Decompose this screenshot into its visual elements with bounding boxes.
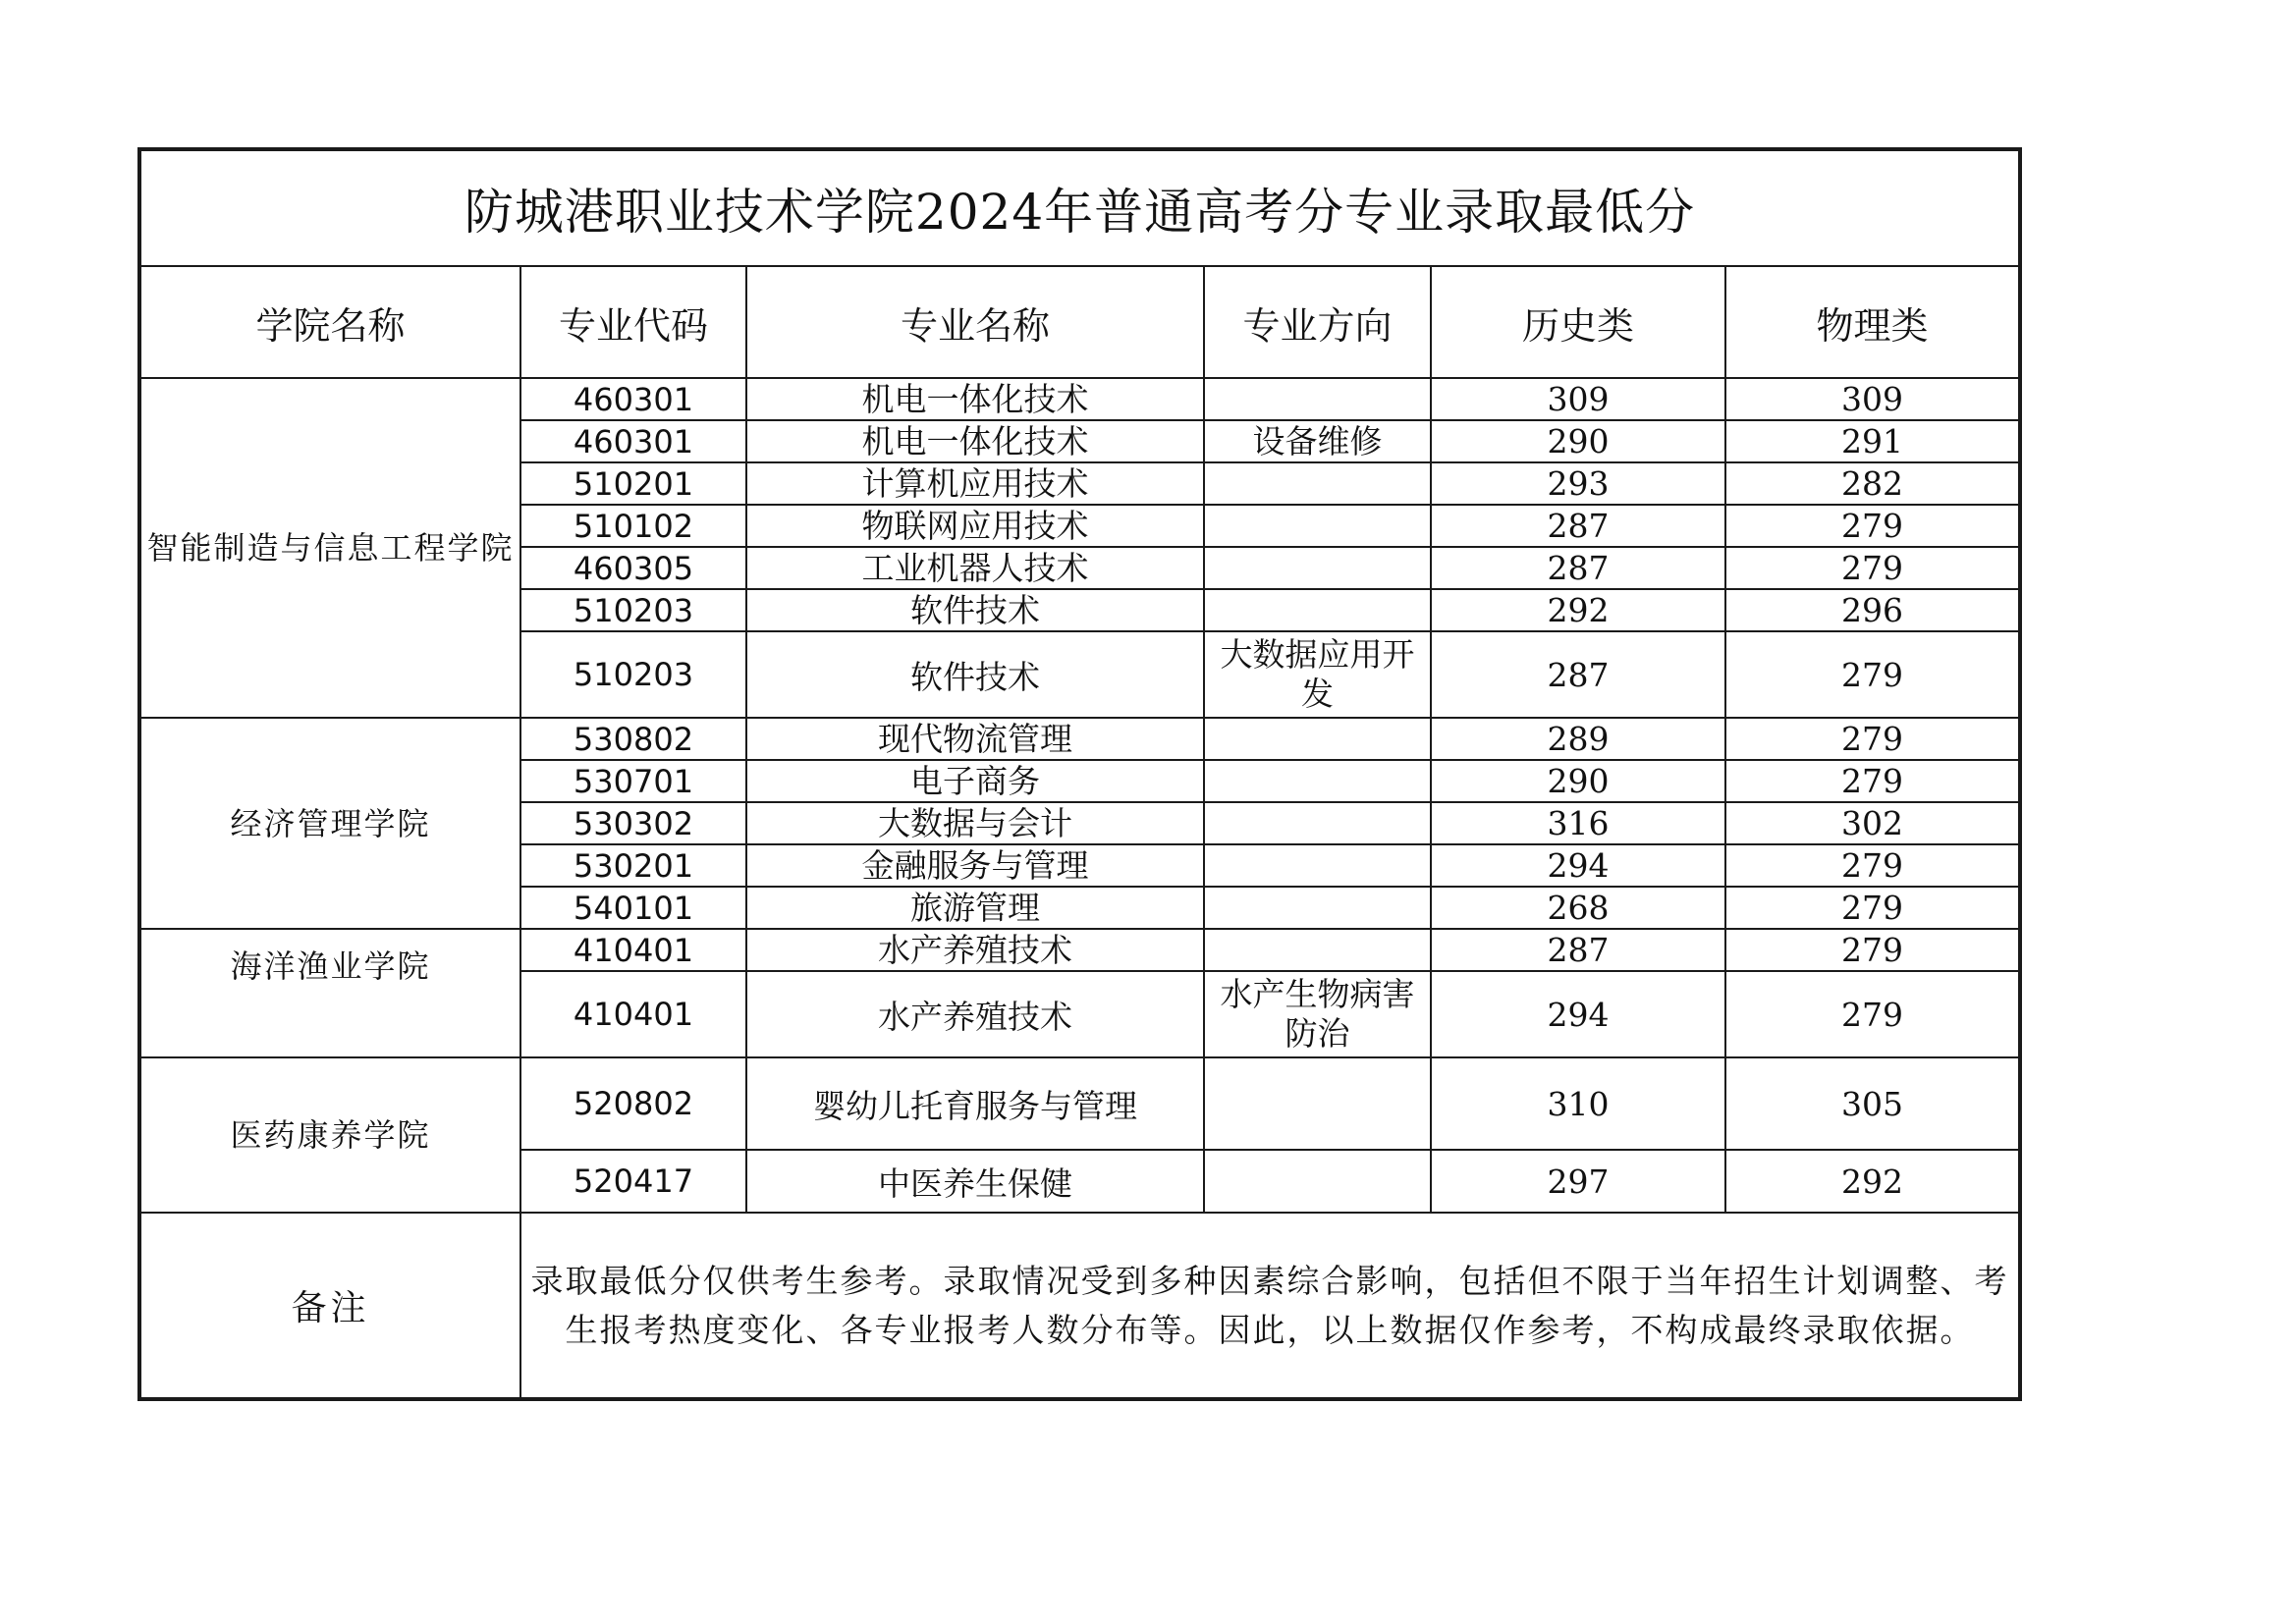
- direction-cell: [1204, 589, 1431, 631]
- code-cell: 460301: [520, 420, 746, 462]
- header-direction: 专业方向: [1204, 266, 1431, 378]
- major-cell: 机电一体化技术: [746, 420, 1204, 462]
- direction-cell: 水产生物病害防治: [1204, 971, 1431, 1057]
- college-cell: 医药康养学院: [139, 1057, 520, 1213]
- physics-score-cell: 279: [1725, 971, 2020, 1057]
- history-score-cell: 287: [1431, 929, 1725, 971]
- direction-cell: [1204, 1057, 1431, 1150]
- history-score-cell: 316: [1431, 802, 1725, 844]
- table-row: [139, 929, 2020, 971]
- major-cell: 水产养殖技术: [746, 929, 1204, 971]
- code-cell: 410401: [520, 929, 746, 971]
- code-cell: 540101: [520, 887, 746, 929]
- code-cell: 530201: [520, 844, 746, 887]
- physics-score-cell: 292: [1725, 1150, 2020, 1213]
- table-row: [139, 718, 2020, 760]
- history-score-cell: 290: [1431, 420, 1725, 462]
- history-score-cell: 293: [1431, 462, 1725, 505]
- direction-cell: [1204, 505, 1431, 547]
- history-score-cell: 287: [1431, 631, 1725, 718]
- code-cell: 510203: [520, 589, 746, 631]
- code-cell: 530701: [520, 760, 746, 802]
- physics-score-cell: 279: [1725, 547, 2020, 589]
- major-cell: 现代物流管理: [746, 718, 1204, 760]
- history-score-cell: 310: [1431, 1057, 1725, 1150]
- history-score-cell: 292: [1431, 589, 1725, 631]
- major-cell: 机电一体化技术: [746, 378, 1204, 420]
- history-score-cell: 297: [1431, 1150, 1725, 1213]
- physics-score-cell: 302: [1725, 802, 2020, 844]
- direction-cell: [1204, 1150, 1431, 1213]
- physics-score-cell: 305: [1725, 1057, 2020, 1150]
- admission-scores-table: [137, 147, 2022, 1401]
- major-cell: 水产养殖技术: [746, 971, 1204, 1057]
- history-score-cell: 294: [1431, 844, 1725, 887]
- code-cell: 510203: [520, 631, 746, 718]
- history-score-cell: 287: [1431, 547, 1725, 589]
- direction-cell: [1204, 718, 1431, 760]
- header-code: 专业代码: [520, 266, 746, 378]
- code-cell: 510201: [520, 462, 746, 505]
- code-cell: 530302: [520, 802, 746, 844]
- history-score-cell: 289: [1431, 718, 1725, 760]
- college-cell: 海洋渔业学院: [139, 929, 520, 1057]
- header-physics: 物理类: [1725, 266, 2020, 378]
- physics-score-cell: 279: [1725, 929, 2020, 971]
- major-cell: 婴幼儿托育服务与管理: [746, 1057, 1204, 1150]
- physics-score-cell: 309: [1725, 378, 2020, 420]
- history-score-cell: 290: [1431, 760, 1725, 802]
- table-row: [139, 378, 2020, 420]
- direction-cell: [1204, 462, 1431, 505]
- code-cell: 410401: [520, 971, 746, 1057]
- header-row: [139, 266, 2020, 378]
- physics-score-cell: 279: [1725, 505, 2020, 547]
- physics-score-cell: 279: [1725, 887, 2020, 929]
- code-cell: 520802: [520, 1057, 746, 1150]
- code-cell: 460305: [520, 547, 746, 589]
- major-cell: 工业机器人技术: [746, 547, 1204, 589]
- physics-score-cell: 279: [1725, 760, 2020, 802]
- major-cell: 物联网应用技术: [746, 505, 1204, 547]
- code-cell: 510102: [520, 505, 746, 547]
- direction-cell: [1204, 378, 1431, 420]
- major-cell: 电子商务: [746, 760, 1204, 802]
- direction-cell: [1204, 887, 1431, 929]
- direction-cell: [1204, 547, 1431, 589]
- header-major: 专业名称: [746, 266, 1204, 378]
- history-score-cell: 309: [1431, 378, 1725, 420]
- physics-score-cell: 282: [1725, 462, 2020, 505]
- major-cell: 旅游管理: [746, 887, 1204, 929]
- direction-cell: [1204, 929, 1431, 971]
- code-cell: 460301: [520, 378, 746, 420]
- major-cell: 软件技术: [746, 631, 1204, 718]
- major-cell: 计算机应用技术: [746, 462, 1204, 505]
- header-history: 历史类: [1431, 266, 1725, 378]
- major-cell: 中医养生保健: [746, 1150, 1204, 1213]
- direction-cell: [1204, 844, 1431, 887]
- history-score-cell: 268: [1431, 887, 1725, 929]
- history-score-cell: 287: [1431, 505, 1725, 547]
- physics-score-cell: 296: [1725, 589, 2020, 631]
- header-college: 学院名称: [139, 266, 520, 378]
- major-cell: 金融服务与管理: [746, 844, 1204, 887]
- history-score-cell: 294: [1431, 971, 1725, 1057]
- table-row: [139, 1057, 2020, 1150]
- major-cell: 软件技术: [746, 589, 1204, 631]
- code-cell: 520417: [520, 1150, 746, 1213]
- note-text: 录取最低分仅供考生参考。录取情况受到多种因素综合影响，包括但不限于当年招生计划调整、考生报考热度变化、各专业报考人数分布等。因此，以上数据仅作参考，不构成最终录取依据。: [520, 1213, 2020, 1399]
- direction-cell: [1204, 760, 1431, 802]
- physics-score-cell: 279: [1725, 844, 2020, 887]
- note-row: [139, 1213, 2020, 1399]
- note-label: 备注: [139, 1213, 520, 1399]
- college-cell: 智能制造与信息工程学院: [139, 378, 520, 718]
- direction-cell: 大数据应用开发: [1204, 631, 1431, 718]
- direction-cell: 设备维修: [1204, 420, 1431, 462]
- table-title: 防城港职业技术学院2024年普通高考分专业录取最低分: [139, 149, 2020, 266]
- physics-score-cell: 279: [1725, 718, 2020, 760]
- major-cell: 大数据与会计: [746, 802, 1204, 844]
- physics-score-cell: 279: [1725, 631, 2020, 718]
- code-cell: 530802: [520, 718, 746, 760]
- direction-cell: [1204, 802, 1431, 844]
- physics-score-cell: 291: [1725, 420, 2020, 462]
- college-cell: 经济管理学院: [139, 718, 520, 929]
